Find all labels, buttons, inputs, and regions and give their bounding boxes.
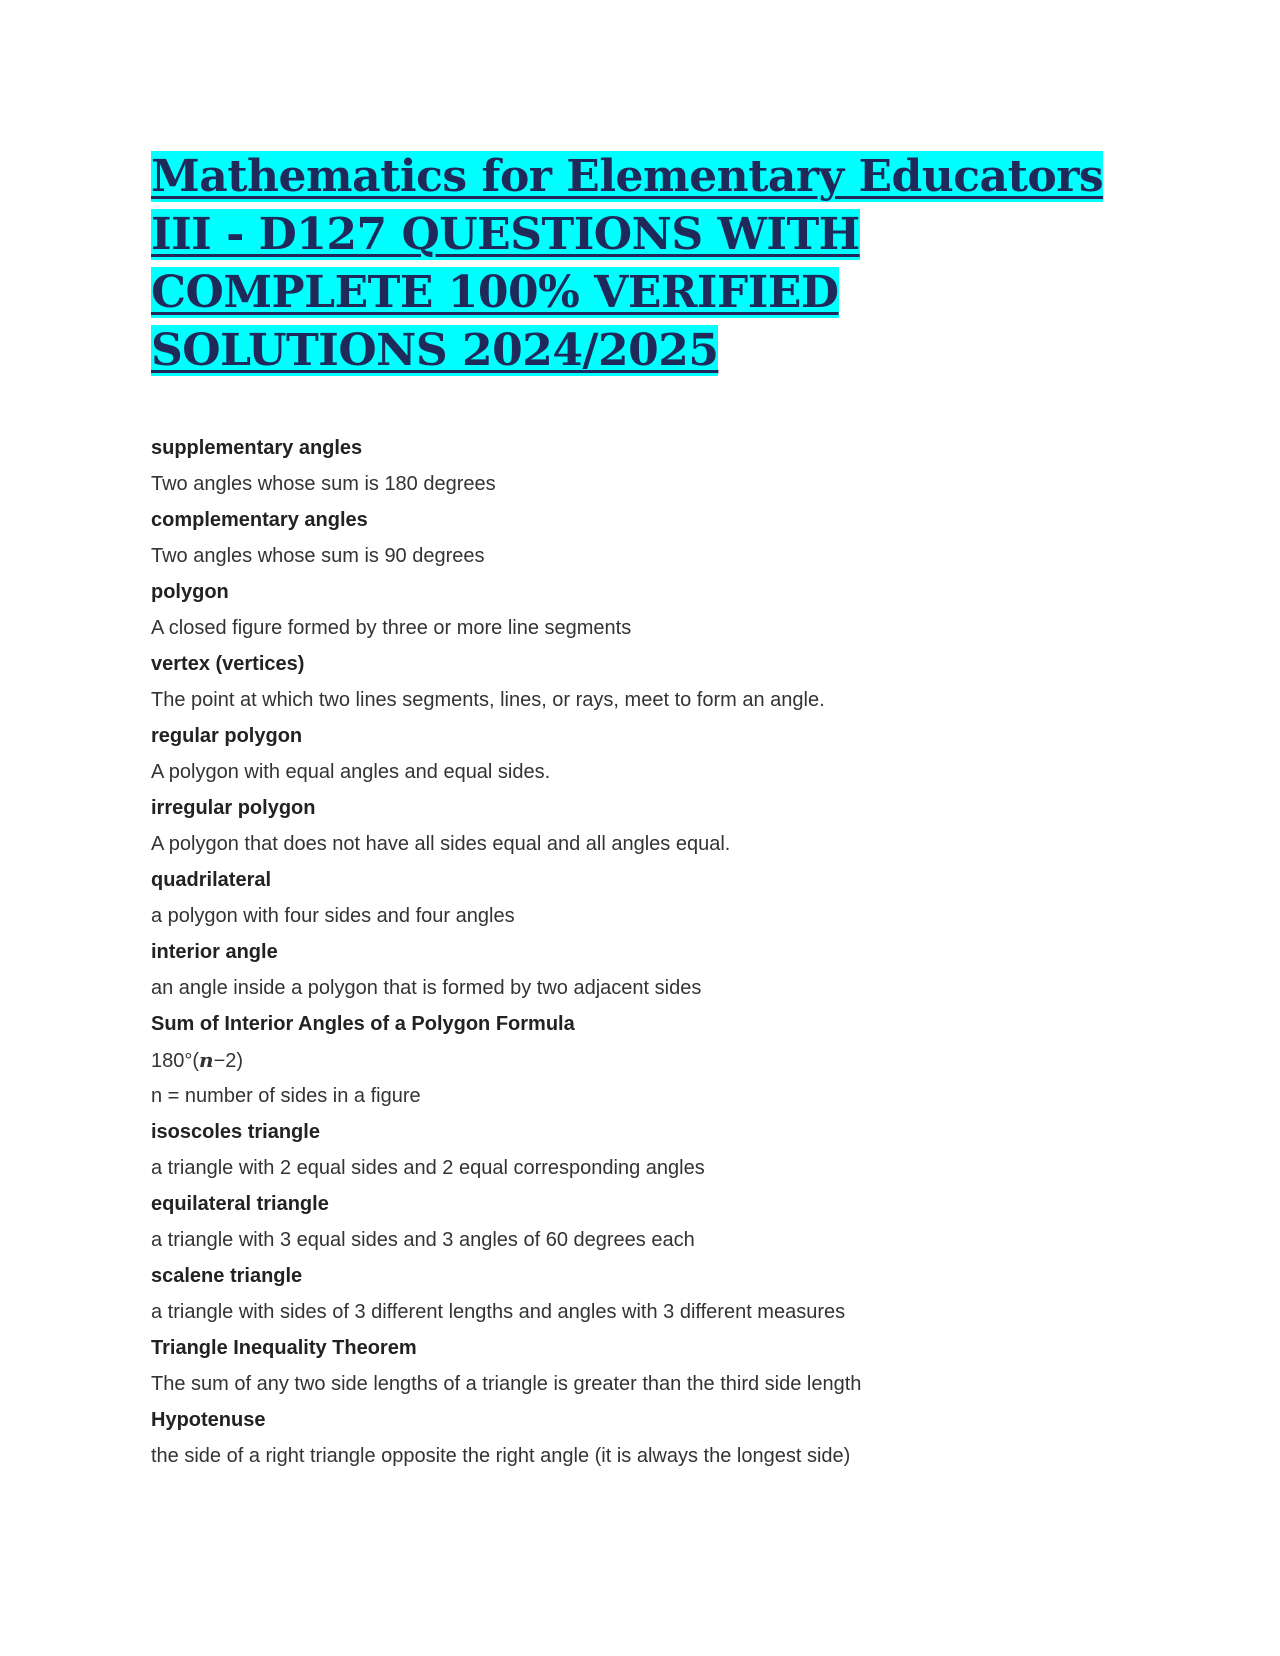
term-interior-angle: interior angle	[151, 941, 278, 963]
definition-vertex: The point at which two lines segments, lines, or rays, meet to form an angle.	[151, 689, 825, 711]
term-polygon: polygon	[151, 581, 229, 603]
definition-hypotenuse: the side of a right triangle opposite the right angle (it is always the longest side)	[151, 1445, 851, 1467]
term-regular-polygon: regular polygon	[151, 725, 303, 747]
title-highlight: Mathematics for Elementary Educators III - D127 QUESTIONS WITH COMPLETE 100% VERIFIED SOLUTIONS 2024/2025	[151, 151, 1104, 376]
definition-isoscoles-triangle: a triangle with 2 equal sides and 2 equal corresponding angles	[151, 1157, 705, 1179]
term-sum-of-interior-angles: Sum of Interior Angles of a Polygon Formula	[151, 1013, 575, 1035]
definition-polygon: A closed figure formed by three or more line segments	[151, 617, 632, 639]
definition-triangle-inequality-theorem: The sum of any two side lengths of a triangle is greater than the third side length	[151, 1373, 862, 1395]
formula-sum-of-interior-angles	[151, 1042, 1131, 1078]
term-hypotenuse: Hypotenuse	[151, 1409, 266, 1431]
definition-complementary-angles: Two angles whose sum is 90 degrees	[151, 545, 485, 567]
term-equilateral-triangle: equilateral triangle	[151, 1193, 329, 1215]
term-isoscoles-triangle: isoscoles triangle	[151, 1121, 320, 1143]
document-title	[151, 148, 1131, 380]
definition-irregular-polygon: A polygon that does not have all sides equal and all angles equal.	[151, 833, 731, 855]
formula-suffix: −2)	[213, 1050, 244, 1072]
qa-list	[151, 430, 1131, 1474]
definition-supplementary-angles: Two angles whose sum is 180 degrees	[151, 473, 496, 495]
definition-sum-of-interior-angles: n = number of sides in a figure	[151, 1085, 421, 1107]
term-triangle-inequality-theorem: Triangle Inequality Theorem	[151, 1337, 417, 1359]
document-page	[151, 148, 1131, 1467]
term-quadrilateral: quadrilateral	[151, 869, 272, 891]
term-complementary-angles: complementary angles	[151, 509, 368, 531]
formula-prefix: 180°(	[151, 1050, 200, 1072]
term-vertex: vertex (vertices)	[151, 653, 305, 675]
formula-variable: n	[199, 1048, 214, 1072]
definition-scalene-triangle: a triangle with sides of 3 different lengths and angles with 3 different measures	[151, 1301, 846, 1323]
definition-regular-polygon: A polygon with equal angles and equal sides.	[151, 761, 551, 783]
definition-quadrilateral: a polygon with four sides and four angles	[151, 905, 515, 927]
definition-equilateral-triangle: a triangle with 3 equal sides and 3 angles of 60 degrees each	[151, 1229, 695, 1251]
definition-interior-angle: an angle inside a polygon that is formed by two adjacent sides	[151, 977, 702, 999]
term-irregular-polygon: irregular polygon	[151, 797, 316, 819]
term-supplementary-angles: supplementary angles	[151, 437, 363, 459]
term-scalene-triangle: scalene triangle	[151, 1265, 303, 1287]
